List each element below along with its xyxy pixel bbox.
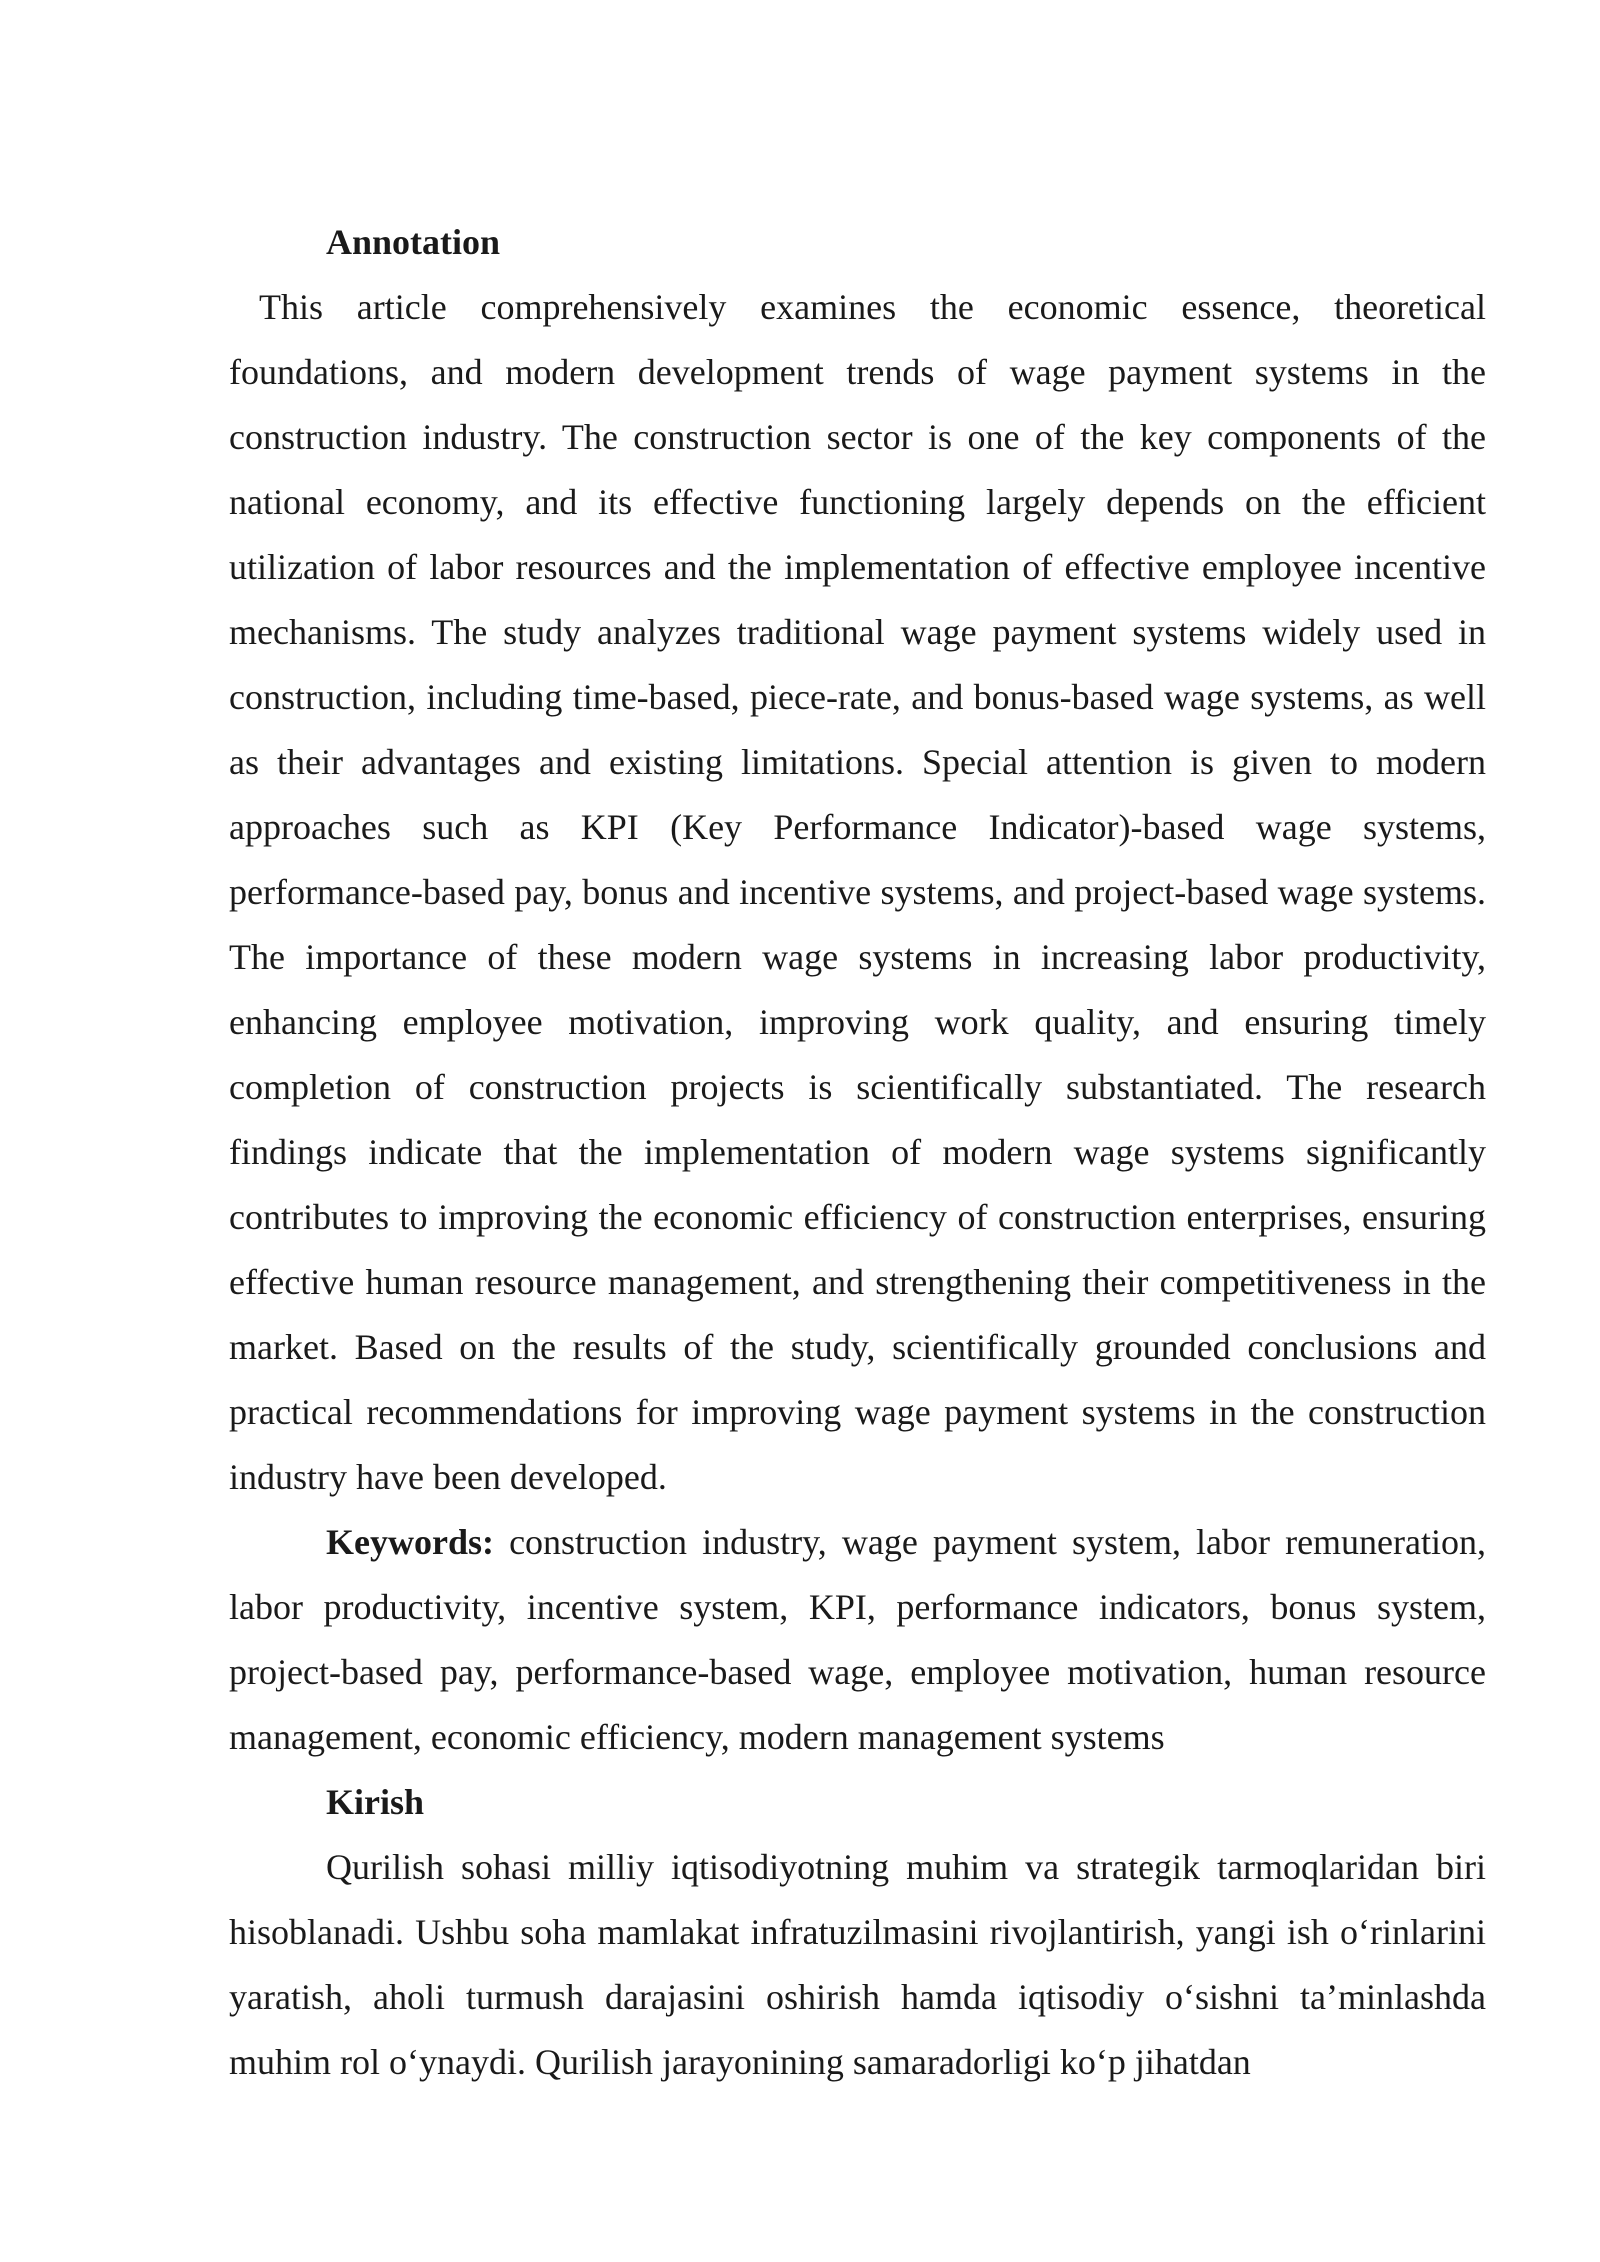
keywords-paragraph xyxy=(229,1510,1486,1770)
introduction-heading: Kirish xyxy=(326,1782,425,1822)
annotation-heading: Annotation xyxy=(326,222,501,262)
document-page xyxy=(229,210,1486,2095)
introduction-body: Qurilish sohasi milliy iqtisodiyotning muhim va strategik tarmoqlaridan biri hisoblanadi. Ushbu soha mamlakat infratuzilmasini rivojlantirish, yangi ish o‘rinlarini yaratish, aholi turmush darajasini oshirish hamda iqtisodiy o‘sishni ta’minlashda muhim rol o‘ynaydi. Qurilish jarayonining samaradorligi ko‘p jihatdan xyxy=(229,1847,1486,2082)
keywords-text: construction industry, wage payment system, labor remuneration, labor productivity, incentive system, KPI, performance indicators, bonus system, project-based pay, performance-based wage, employee motivation, human resource management, economic efficiency, modern management systems xyxy=(229,1522,1486,1757)
annotation-body: This article comprehensively examines the economic essence, theoretical foundations, and modern development trends of wage payment systems in the construction industry. The construction sector is one of the key components of the national economy, and its effective functioning largely depends on the efficient utilization of labor resources and the implementation of effective employee incentive mechanisms. The study analyzes traditional wage payment systems widely used in construction, including time-based, piece-rate, and bonus-based wage systems, as well as their advantages and existing limitations. Special attention is given to modern approaches such as KPI (Key Performance Indicator)-based wage systems, performance-based pay, bonus and incentive systems, and project-based wage systems. The importance of these modern wage systems in increasing labor productivity, enhancing employee motivation, improving work quality, and ensuring timely completion of construction projects is scientifically substantiated. The research findings indicate that the implementation of modern wage systems significantly contributes to improving the economic efficiency of construction enterprises, ensuring effective human resource management, and strengthening their competitiveness in the market. Based on the results of the study, scientifically grounded conclusions and practical recommendations for improving wage payment systems in the construction industry have been developed. xyxy=(229,287,1486,1497)
keywords-label: Keywords: xyxy=(326,1522,494,1562)
